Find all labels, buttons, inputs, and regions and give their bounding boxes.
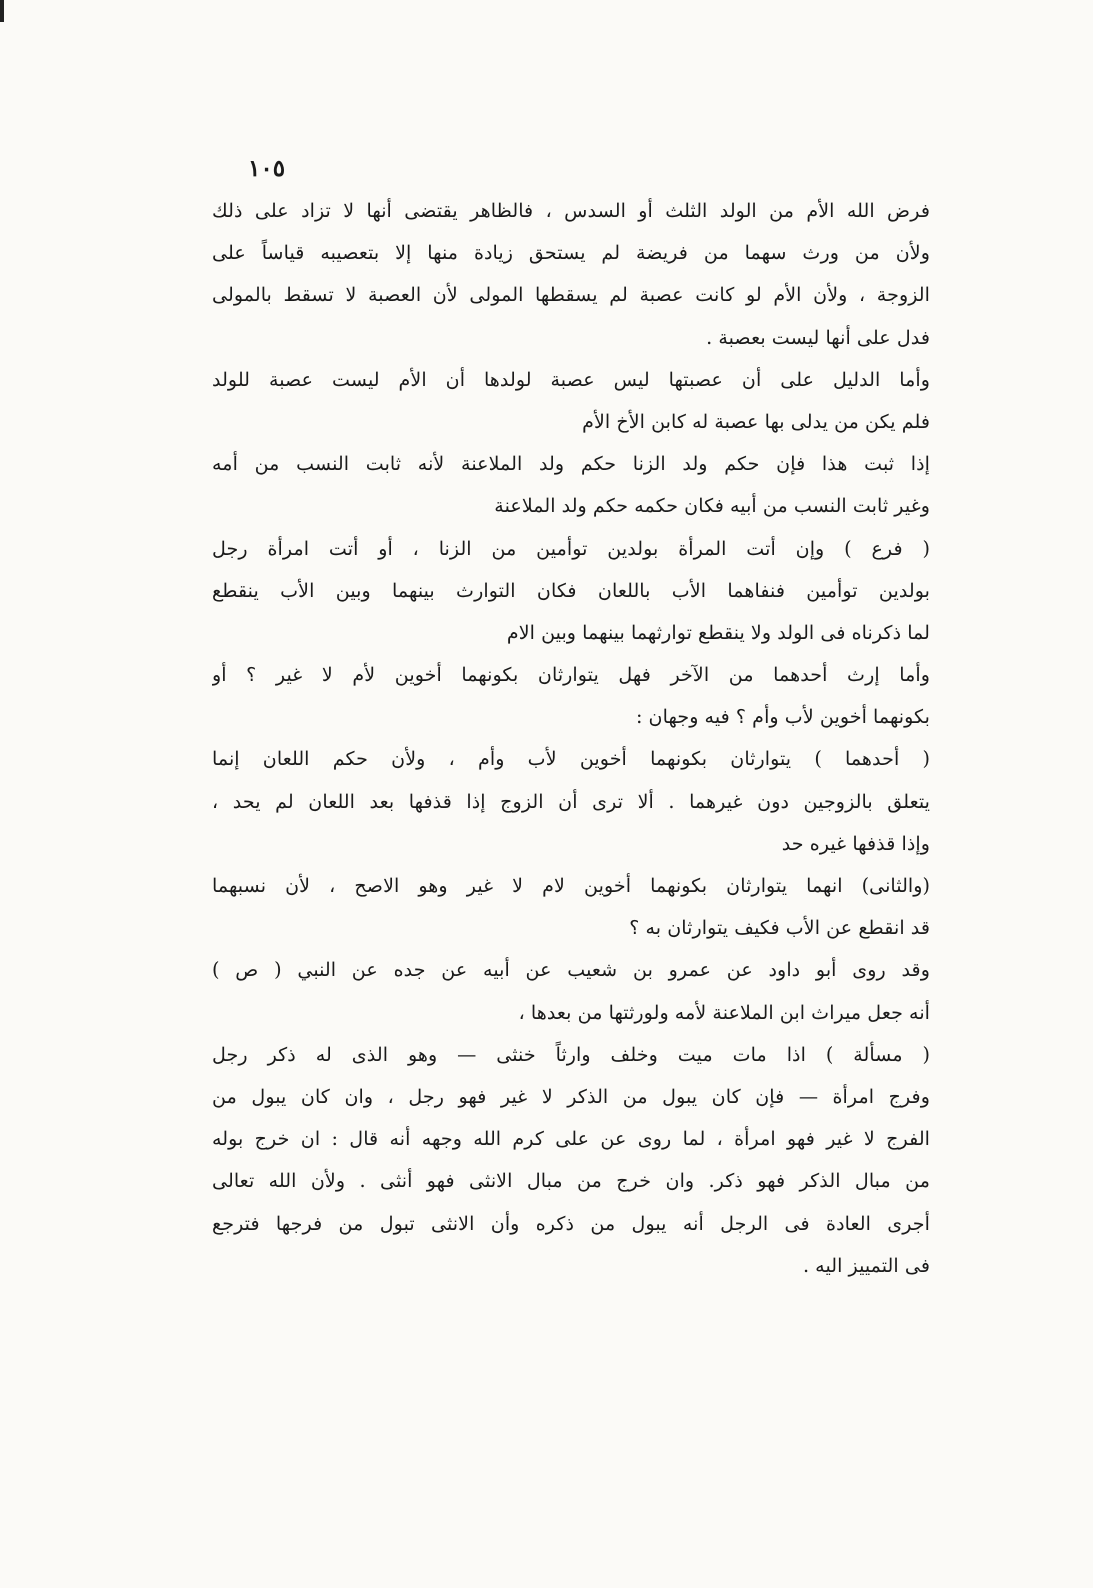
text-line: من مبال الذكر فهو ذكر. وان خرج من مبال الانثى فهو أنثى . ولأن الله تعالى	[212, 1169, 930, 1193]
text-line: أجرى العادة فى الرجل أنه يبول من ذكره وأن الانثى تبول من فرجها فترجع	[212, 1211, 930, 1235]
text-line: فى التمييز اليه .	[802, 1253, 930, 1277]
text-line: بولدين توأمين فنفاهما الأب باللعان فكان التوارث بينهما وبين الأب ينقطع	[212, 578, 930, 602]
text-line: يتعلق بالزوجين دون غيرهما . ألا ترى أن الزوج إذا قذفها بعد اللعان لم يحد ،	[212, 789, 930, 813]
text-line: وقد روى أبو داود عن عمرو بن شعيب عن أبيه عن جده عن النبي ( ص )	[212, 958, 930, 982]
text-line: لما ذكرناه فى الولد ولا ينقطع توارثهما بينهما وبين الام	[506, 620, 930, 644]
text-line: فرض الله الأم من الولد الثلث أو السدس ، فالظاهر يقتضى أنها لا تزاد على ذلك	[212, 199, 930, 222]
scan-edge-mark	[0, 0, 4, 22]
text-line: ( أحدهما ) يتوارثان بكونهما أخوين لأب وأم ، ولأن حكم اللعان إنما	[212, 747, 930, 771]
page-number: ١٠٥	[248, 155, 286, 182]
text-line: الفرج لا غير فهو امرأة ، لما روى عن على كرم الله وجهه أنه قال : ان خرج بوله	[212, 1127, 930, 1151]
text-line: فدل على أنها ليست بعصبة .	[706, 325, 930, 349]
text-line: وإذا قذفها غيره حد	[781, 831, 930, 855]
text-line: (والثانى) انهما يتوارثان بكونهما أخوين لام لا غير وهو الاصح ، لأن نسبهما	[212, 874, 930, 897]
text-line: وأما الدليل على أن عصبتها ليس عصبة لولدها أن الأم ليست عصبة للولد	[212, 367, 930, 391]
body-text	[212, 190, 930, 1287]
text-line: أنه جعل ميراث ابن الملاعنة لأمه ولورثتها من بعدها ،	[518, 1000, 930, 1024]
text-line: وفرج امرأة — فإن كان يبول من الذكر لا غير فهو رجل ، وان كان يبول من	[212, 1084, 930, 1108]
text-line: ( فرع ) وإن أتت المرأة بولدين توأمين من الزنا ، أو أتت امرأة رجل	[212, 536, 930, 560]
text-line: فلم يكن من يدلى بها عصبة له كابن الأخ الأم	[582, 409, 930, 433]
text-line: قد انقطع عن الأب فكيف يتوارثان به ؟	[629, 916, 930, 940]
text-line: إذا ثبت هذا فإن حكم ولد الزنا حكم ولد الملاعنة لأنه ثابت النسب من أمه	[212, 452, 930, 476]
text-line: ( مسألة ) اذا مات ميت وخلف وارثاً خنثى — وهو الذى له ذكر رجل	[212, 1042, 930, 1066]
text-line: وغير ثابت النسب من أبيه فكان حكمه حكم ولد الملاعنة	[494, 494, 930, 518]
text-line: بكونهما أخوين لأب وأم ؟ فيه وجهان :	[635, 705, 930, 729]
text-line: وأما إرث أحدهما من الآخر فهل يتوارثان بكونهما أخوين لأم لا غير ؟ أو	[212, 663, 930, 687]
text-line: ولأن من ورث سهما من فريضة لم يستحق زيادة منها إلا بتعصيبه قياساً على	[212, 241, 930, 265]
text-line: الزوجة ، ولأن الأم لو كانت عصبة لم يسقطها المولى لأن العصبة لا تسقط بالمولى	[212, 283, 930, 307]
